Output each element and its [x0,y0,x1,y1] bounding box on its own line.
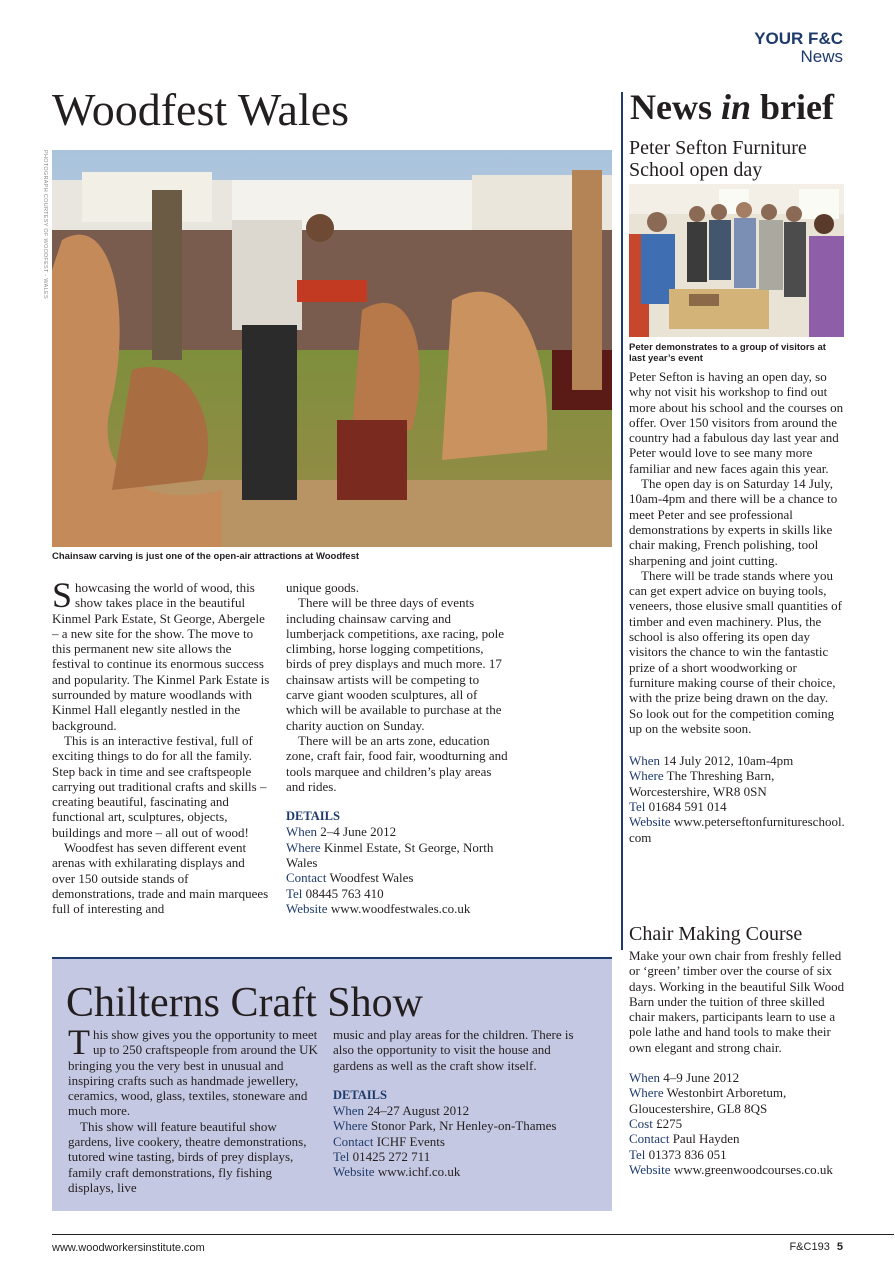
chilterns-website-link[interactable]: www.ichf.co.uk [377,1164,461,1180]
footer-page-info [789,1241,843,1253]
woodfest-col2: unique goods. There will be three days of events including chainsaw carving and lumberjack competitions, axe racing, pole climbing, horse logging competitions, birds of prey displays and much more. 17 chainsaw artists will be competing to carve giant wooden sculptures, all of which will be available to purchase at the charity auction on Sunday. There will be an arts zone, education zone, craft fair, food fair, woodturning and tools marquee and children’s play areas and rides. DETAILS When 2–4 June 2012 Where Kinmel Estate, St George, North Wales Contact Woodfest Wales Tel 08445 763 410 Website www.woodfestwales.co.uk [286,580,508,916]
page-number: 5 [836,1241,843,1253]
woodfest-title: Woodfest Wales [52,84,350,135]
column-divider [621,92,623,950]
sefton-caption: Peter demonstrates to a group of visitors at last year’s event [629,342,826,364]
woodfest-details: DETAILS When 2–4 June 2012 Where Kinmel Estate, St George, North Wales Contact Woodfest Wales Tel 08445 763 410 Website www.woodfestwales.co.uk [286,809,508,916]
chilterns-title: Chilterns Craft Show [66,980,423,1026]
sefton-details: When 14 July 2012, 10am-4pm Where The Threshing Barn, Worcestershire, WR8 0SN Tel 01684 591 014 Website www.peterseftonfurnitureschool.com [629,753,845,845]
chilterns-col1: This show gives you the opportunity to meet up to 250 craftspeople from around the UK bringing you the very best in unusual and inspiring crafts such as handmade jewellery, ceramics, wood, glass, textiles, stoneware and much more. This show will feature beautiful show gardens, live cookery, theatre demonstrations, tutored wine tasting, birds of prey displays, family craft demonstrations, fly fishing displays, live [68,1022,318,1195]
dropcap: S [52,575,73,615]
subsection-label: News [800,47,843,66]
section-label: YOUR F&C [754,29,843,48]
chair-details: When 4–9 June 2012 Where Westonbirt Arboretum, Gloucestershire, GL8 8QS Cost £275 Contact Paul Hayden Tel 01373 836 051 Website www.greenwoodcourses.co.uk [629,1070,833,1177]
chilterns-details: DETAILS When 24–27 August 2012 Where Stonor Park, Nr Henley-on-Thames Contact ICHF Events Tel 01425 272 711 Website www.ichf.co.uk [333,1088,591,1180]
chilterns-details-heading: DETAILS [333,1087,387,1102]
sefton-title: Peter Sefton Furniture School open day [629,137,807,181]
chilterns-col2: music and play areas for the children. There is also the opportunity to visit the house and gardens as well as the craft show itself. DETAILS When 24–27 August 2012 Where Stonor Park, Nr Henley-on-Thames Contact ICHF Events Tel 01425 272 711 Website www.ichf.co.uk [333,1027,591,1180]
news-in-brief-title: News in brief [630,87,834,127]
section-header [754,30,843,66]
woodfest-photo [52,150,612,547]
footer-url[interactable]: www.woodworkersinstitute.com [52,1242,205,1254]
chair-body: Make your own chair from freshly felled or ‘green’ timber over the course of six days. Working in the beautiful Silk Wood Barn under the tuition of three skilled chair makers, participants learn to use a pole lathe and hand tools to make their own elegant and strong chair. When 4–9 June 2012 Where Westonbirt Arboretum, Gloucestershire, GL8 8QS Cost £275 Contact Paul Hayden Tel 01373 836 051 Website www.greenwoodcourses.co.uk [629,948,845,1177]
issue-number: F&C193 [789,1241,830,1253]
sefton-body: Peter Sefton is having an open day, so why not visit his workshop to find out more about his school and the courses on offer. Over 150 visitors from around the country had a fabulous day last year and Peter would love to see many more familiar and new faces again this year. The open day is on Saturday 14 July, 10am-4pm and there will be a chance to meet Peter and see professional demonstrations by experts in skills like chair making, French polishing, tool sharpening and joint cutting. There will be trade stands where you can get expert advice on buying tools, veneers, those elusive small quantities of timber and even machinery. Plus, the school is also offering its open day visitors the chance to win the fantastic prize of a short woodworking or furniture making course of their choice, with the prize being drawn on the day. So look out for the competition coming up on the website soon. When 14 July 2012, 10am-4pm Where The Threshing Barn, Worcestershire, WR8 0SN Tel 01684 591 014 Website www.peterseftonfurnitureschool.com [629,369,845,845]
workshop-demo-image [629,184,844,337]
footer-rule [52,1234,894,1235]
chilterns-panel [52,957,612,1211]
details-heading: DETAILS [286,809,340,824]
chair-title: Chair Making Course [629,923,803,945]
woodfest-website-link[interactable]: www.woodfestwales.co.uk [330,900,471,916]
sefton-website-link[interactable]: www.peterseftonfurnitureschool.com [629,814,845,845]
woodfest-col1: Showcasing the world of wood, this show takes place in the beautiful Kinmel Park Estate, St George, Abergele – a new site for the show. The move to this permanent new site allows the festival to continue its enormous success and popularity. The Kinmel Park Estate is surrounded by mature woodlands with Kinmel Hall elegantly nestled in the background. This is an interactive festival, full of exciting things to do for all the family. Step back in time and see craftspeople carrying out traditional crafts and skills – creating beautiful, fascinating and functional art, sculptures, objects, buildings and more – all out of wood! Woodfest has seven different event arenas with exhilarating displays and over 150 outside stands of demonstrations, trade and main marquees full of interesting and [52,575,270,917]
chainsaw-carving-image [52,150,612,547]
woodfest-caption: Chainsaw carving is just one of the open-air attractions at Woodfest [52,551,360,562]
sefton-photo [629,184,844,337]
photo-credit: PHOTOGRAPH COURTESY OF WOODFEST - WALES [42,150,48,299]
chilterns-dropcap: T [68,1022,90,1062]
chair-website-link[interactable]: www.greenwoodcourses.co.uk [673,1161,833,1177]
